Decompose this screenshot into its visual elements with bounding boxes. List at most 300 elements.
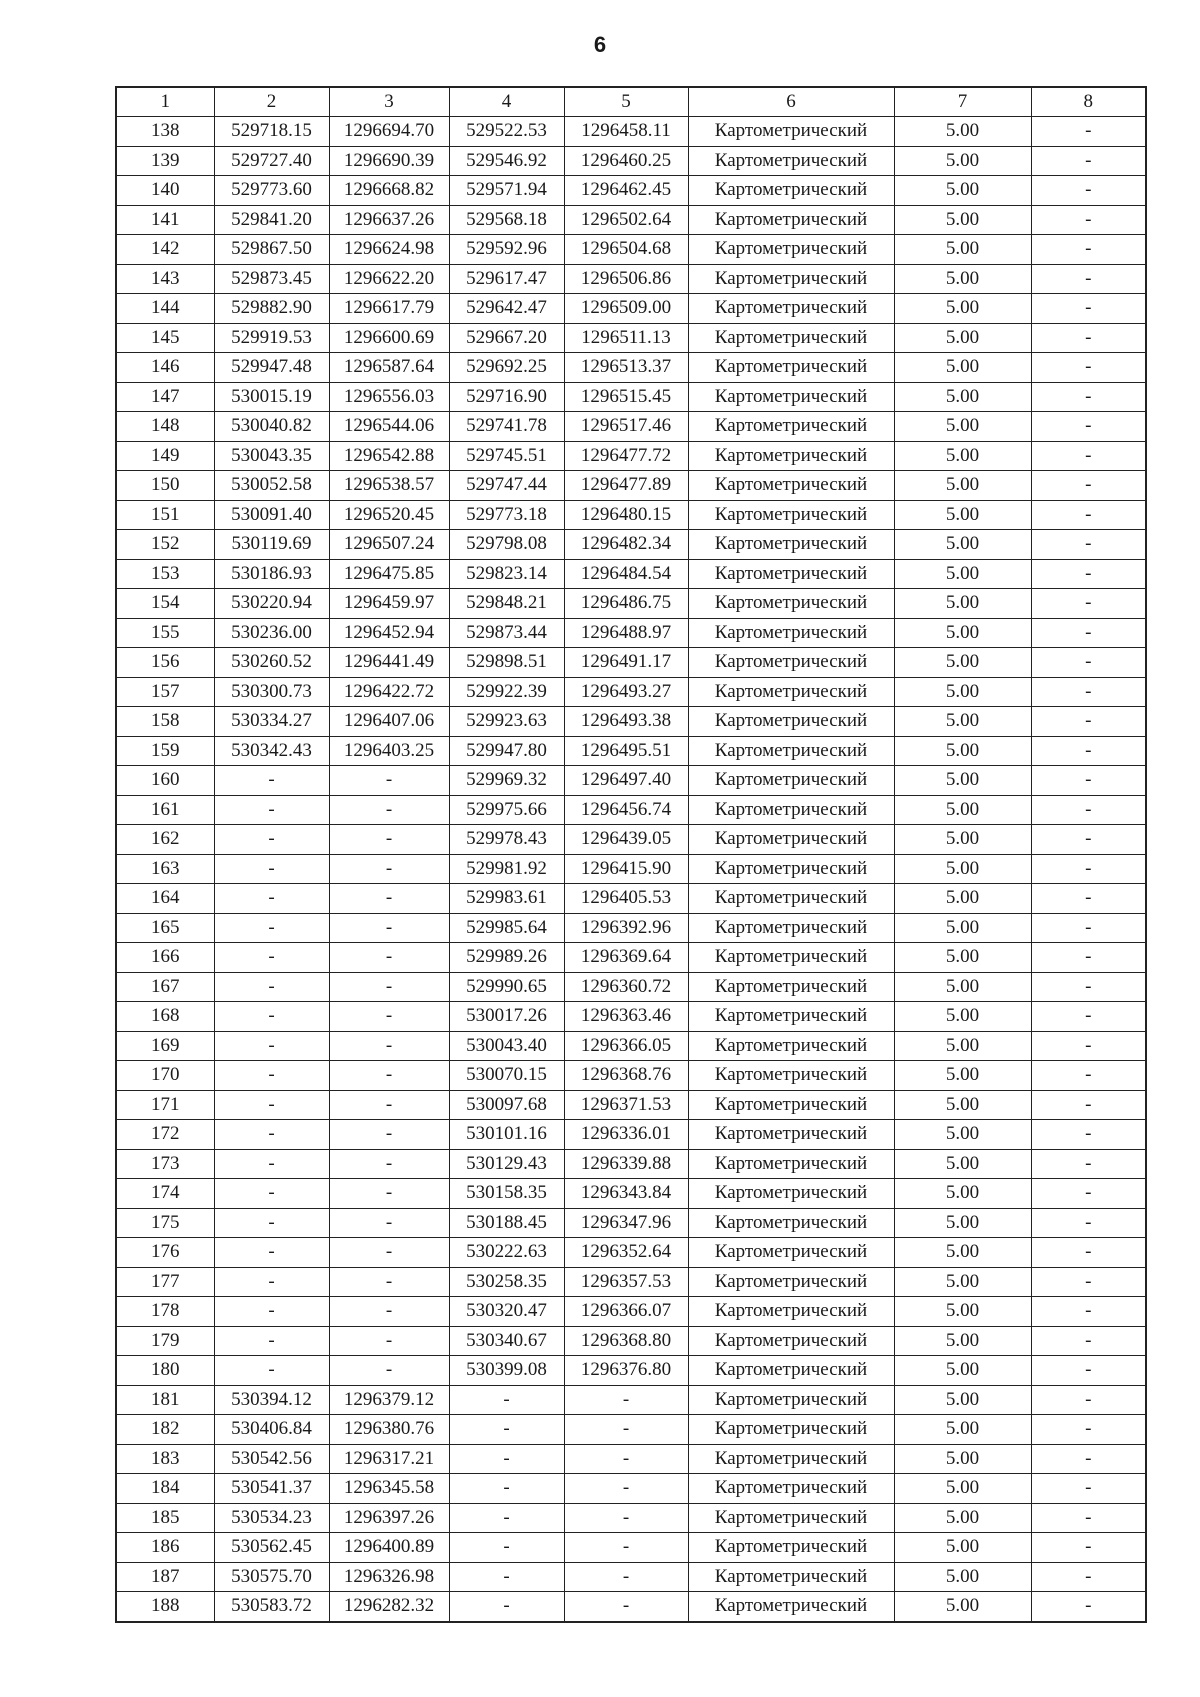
table-cell: - xyxy=(1031,146,1146,176)
table-cell: - xyxy=(1031,736,1146,766)
table-cell: - xyxy=(449,1562,564,1592)
table-cell: 147 xyxy=(116,382,214,412)
table-cell: 1296366.05 xyxy=(564,1031,688,1061)
table-cell: Картометрический xyxy=(688,1090,894,1120)
table-cell: Картометрический xyxy=(688,795,894,825)
header-cell: 5 xyxy=(564,87,688,117)
table-cell: 164 xyxy=(116,884,214,914)
table-cell: - xyxy=(214,1179,329,1209)
table-cell: 1296477.72 xyxy=(564,441,688,471)
table-cell: 5.00 xyxy=(894,382,1031,412)
table-cell: 529969.32 xyxy=(449,766,564,796)
table-cell: 1296556.03 xyxy=(329,382,449,412)
table-cell: - xyxy=(564,1415,688,1445)
table-cell: 529983.61 xyxy=(449,884,564,914)
table-cell: 1296403.25 xyxy=(329,736,449,766)
table-cell: 162 xyxy=(116,825,214,855)
table-cell: 529947.48 xyxy=(214,353,329,383)
table-cell: - xyxy=(1031,471,1146,501)
table-cell: 530562.45 xyxy=(214,1533,329,1563)
table-cell: 5.00 xyxy=(894,1149,1031,1179)
table-cell: - xyxy=(214,1238,329,1268)
table-cell: 1296352.64 xyxy=(564,1238,688,1268)
table-cell: Картометрический xyxy=(688,559,894,589)
table-cell: 1296380.76 xyxy=(329,1415,449,1445)
table-cell: 5.00 xyxy=(894,353,1031,383)
table-cell: 187 xyxy=(116,1562,214,1592)
table-cell: Картометрический xyxy=(688,589,894,619)
table-cell: - xyxy=(1031,884,1146,914)
table-cell: 5.00 xyxy=(894,1031,1031,1061)
table-cell: 529919.53 xyxy=(214,323,329,353)
table-cell: 5.00 xyxy=(894,117,1031,147)
table-row xyxy=(116,264,1146,294)
table-cell: 1296488.97 xyxy=(564,618,688,648)
table-cell: - xyxy=(329,1090,449,1120)
table-cell: 529642.47 xyxy=(449,294,564,324)
table-cell: 530040.82 xyxy=(214,412,329,442)
table-cell: 5.00 xyxy=(894,323,1031,353)
table-cell: Картометрический xyxy=(688,235,894,265)
table-cell: - xyxy=(449,1533,564,1563)
table-cell: 1296690.39 xyxy=(329,146,449,176)
table-cell: 529773.60 xyxy=(214,176,329,206)
table-cell: 1296622.20 xyxy=(329,264,449,294)
table-cell: Картометрический xyxy=(688,1385,894,1415)
table-cell: 5.00 xyxy=(894,1297,1031,1327)
table-cell: 529747.44 xyxy=(449,471,564,501)
table-cell: 529898.51 xyxy=(449,648,564,678)
table-cell: 530119.69 xyxy=(214,530,329,560)
table-cell: 529978.43 xyxy=(449,825,564,855)
table-cell: 1296515.45 xyxy=(564,382,688,412)
table-row xyxy=(116,412,1146,442)
table-cell: - xyxy=(329,766,449,796)
table-cell: 145 xyxy=(116,323,214,353)
table-cell: 1296405.53 xyxy=(564,884,688,914)
table-cell: 530334.27 xyxy=(214,707,329,737)
table-cell: 1296587.64 xyxy=(329,353,449,383)
table-cell: 138 xyxy=(116,117,214,147)
table-cell: Картометрический xyxy=(688,1267,894,1297)
table-cell: 529745.51 xyxy=(449,441,564,471)
table-cell: 530097.68 xyxy=(449,1090,564,1120)
table-row xyxy=(116,707,1146,737)
table-row xyxy=(116,117,1146,147)
table-cell: 1296495.51 xyxy=(564,736,688,766)
table-row xyxy=(116,1385,1146,1415)
table-cell: 1296336.01 xyxy=(564,1120,688,1150)
table-cell: 185 xyxy=(116,1503,214,1533)
table-cell: - xyxy=(1031,677,1146,707)
table-cell: - xyxy=(1031,1149,1146,1179)
table-row xyxy=(116,1562,1146,1592)
table-cell: 530541.37 xyxy=(214,1474,329,1504)
table-cell: - xyxy=(214,884,329,914)
table-cell: Картометрический xyxy=(688,677,894,707)
table-cell: - xyxy=(1031,1179,1146,1209)
table-cell: - xyxy=(329,1061,449,1091)
table-cell: - xyxy=(1031,1267,1146,1297)
table-cell: 1296407.06 xyxy=(329,707,449,737)
table-cell: Картометрический xyxy=(688,264,894,294)
table-cell: 529617.47 xyxy=(449,264,564,294)
table-cell: 1296415.90 xyxy=(564,854,688,884)
table-cell: - xyxy=(329,795,449,825)
table-cell: 529568.18 xyxy=(449,205,564,235)
table-row xyxy=(116,648,1146,678)
table-cell: - xyxy=(1031,1238,1146,1268)
table-cell: 530258.35 xyxy=(449,1267,564,1297)
table-cell: 1296480.15 xyxy=(564,500,688,530)
table-row xyxy=(116,825,1146,855)
table-cell: - xyxy=(214,1149,329,1179)
table-cell: Картометрический xyxy=(688,1533,894,1563)
table-cell: 5.00 xyxy=(894,972,1031,1002)
table-cell: 529546.92 xyxy=(449,146,564,176)
table-cell: Картометрический xyxy=(688,1149,894,1179)
table-cell: 530052.58 xyxy=(214,471,329,501)
table-cell: Картометрический xyxy=(688,825,894,855)
table-row xyxy=(116,323,1146,353)
table-cell: 1296345.58 xyxy=(329,1474,449,1504)
table-cell: 530101.16 xyxy=(449,1120,564,1150)
table-cell: - xyxy=(1031,382,1146,412)
table-cell: 529823.14 xyxy=(449,559,564,589)
table-row xyxy=(116,1002,1146,1032)
table-cell: 140 xyxy=(116,176,214,206)
table-row xyxy=(116,1238,1146,1268)
table-cell: 529975.66 xyxy=(449,795,564,825)
table-cell: 1296517.46 xyxy=(564,412,688,442)
table-cell: 154 xyxy=(116,589,214,619)
table-row xyxy=(116,1474,1146,1504)
table-cell: 182 xyxy=(116,1415,214,1445)
table-cell: Картометрический xyxy=(688,382,894,412)
table-cell: 141 xyxy=(116,205,214,235)
table-cell: - xyxy=(329,1149,449,1179)
table-cell: - xyxy=(1031,1444,1146,1474)
table-cell: 1296520.45 xyxy=(329,500,449,530)
table-cell: 1296504.68 xyxy=(564,235,688,265)
table-cell: 530399.08 xyxy=(449,1356,564,1386)
table-cell: - xyxy=(214,1090,329,1120)
table-cell: - xyxy=(214,1208,329,1238)
table-cell: 1296617.79 xyxy=(329,294,449,324)
table-cell: 179 xyxy=(116,1326,214,1356)
table-cell: 175 xyxy=(116,1208,214,1238)
table-cell: - xyxy=(214,972,329,1002)
table-cell: - xyxy=(1031,1031,1146,1061)
table-cell: Картометрический xyxy=(688,205,894,235)
table-cell: 5.00 xyxy=(894,1356,1031,1386)
table-cell: - xyxy=(214,854,329,884)
table-cell: Картометрический xyxy=(688,648,894,678)
table-cell: - xyxy=(1031,1592,1146,1622)
table-cell: 530320.47 xyxy=(449,1297,564,1327)
table-cell: - xyxy=(329,1002,449,1032)
table-cell: - xyxy=(1031,1326,1146,1356)
table-cell: 163 xyxy=(116,854,214,884)
table-cell: - xyxy=(1031,1208,1146,1238)
table-cell: - xyxy=(1031,441,1146,471)
table-cell: 1296484.54 xyxy=(564,559,688,589)
table-cell: Картометрический xyxy=(688,1415,894,1445)
table-row xyxy=(116,1326,1146,1356)
table-cell: - xyxy=(564,1503,688,1533)
table-cell: - xyxy=(1031,1061,1146,1091)
table-row xyxy=(116,441,1146,471)
table-cell: 530575.70 xyxy=(214,1562,329,1592)
table-cell: 530342.43 xyxy=(214,736,329,766)
header-cell: 2 xyxy=(214,87,329,117)
table-cell: 5.00 xyxy=(894,1444,1031,1474)
table-cell: 529773.18 xyxy=(449,500,564,530)
table-cell: 151 xyxy=(116,500,214,530)
table-row xyxy=(116,913,1146,943)
table-cell: Картометрический xyxy=(688,1238,894,1268)
table-cell: 148 xyxy=(116,412,214,442)
table-cell: Картометрический xyxy=(688,1297,894,1327)
table-cell: 5.00 xyxy=(894,146,1031,176)
table-cell: - xyxy=(1031,589,1146,619)
table-cell: - xyxy=(1031,1533,1146,1563)
table-cell: 183 xyxy=(116,1444,214,1474)
table-cell: - xyxy=(214,1031,329,1061)
table-cell: 5.00 xyxy=(894,825,1031,855)
table-row xyxy=(116,1149,1146,1179)
table-cell: 529947.80 xyxy=(449,736,564,766)
table-cell: - xyxy=(1031,1562,1146,1592)
table-cell: 156 xyxy=(116,648,214,678)
table-cell: - xyxy=(214,766,329,796)
table-cell: 1296497.40 xyxy=(564,766,688,796)
table-cell: Картометрический xyxy=(688,176,894,206)
table-cell: Картометрический xyxy=(688,618,894,648)
table-cell: 529985.64 xyxy=(449,913,564,943)
table-row xyxy=(116,1356,1146,1386)
table-cell: 5.00 xyxy=(894,1592,1031,1622)
table-cell: - xyxy=(329,1031,449,1061)
table-cell: Картометрический xyxy=(688,1592,894,1622)
table-cell: 139 xyxy=(116,146,214,176)
table-row xyxy=(116,795,1146,825)
table-cell: - xyxy=(329,1179,449,1209)
table-cell: Картометрический xyxy=(688,913,894,943)
table-cell: 529667.20 xyxy=(449,323,564,353)
table-cell: 1296282.32 xyxy=(329,1592,449,1622)
table-cell: 530340.67 xyxy=(449,1326,564,1356)
table-row xyxy=(116,677,1146,707)
table-cell: Картометрический xyxy=(688,117,894,147)
table-cell: Картометрический xyxy=(688,884,894,914)
table-cell: 1296459.97 xyxy=(329,589,449,619)
table-cell: 529989.26 xyxy=(449,943,564,973)
table-cell: 530534.23 xyxy=(214,1503,329,1533)
table-cell: 152 xyxy=(116,530,214,560)
table-cell: 1296486.75 xyxy=(564,589,688,619)
table-row xyxy=(116,353,1146,383)
table-cell: Картометрический xyxy=(688,1002,894,1032)
table-cell: 1296493.27 xyxy=(564,677,688,707)
table-cell: 529923.63 xyxy=(449,707,564,737)
table-cell: 142 xyxy=(116,235,214,265)
table-cell: 158 xyxy=(116,707,214,737)
table-cell: 5.00 xyxy=(894,294,1031,324)
table-row xyxy=(116,294,1146,324)
table-cell: - xyxy=(329,884,449,914)
table-cell: - xyxy=(214,1120,329,1150)
table-cell: 1296366.07 xyxy=(564,1297,688,1327)
table-cell: - xyxy=(1031,205,1146,235)
table-cell: - xyxy=(564,1474,688,1504)
table-cell: 161 xyxy=(116,795,214,825)
table-cell: - xyxy=(1031,559,1146,589)
table-cell: Картометрический xyxy=(688,294,894,324)
table-cell: 529592.96 xyxy=(449,235,564,265)
table-cell: 5.00 xyxy=(894,1238,1031,1268)
table-cell: 530043.40 xyxy=(449,1031,564,1061)
table-cell: 1296624.98 xyxy=(329,235,449,265)
table-cell: - xyxy=(449,1474,564,1504)
table-cell: - xyxy=(1031,530,1146,560)
table-cell: - xyxy=(449,1444,564,1474)
table-row xyxy=(116,205,1146,235)
table-cell: 5.00 xyxy=(894,412,1031,442)
table-row xyxy=(116,500,1146,530)
table-cell: 1296477.89 xyxy=(564,471,688,501)
table-cell: 5.00 xyxy=(894,618,1031,648)
table-cell: 530186.93 xyxy=(214,559,329,589)
table-row xyxy=(116,146,1146,176)
table-cell: 143 xyxy=(116,264,214,294)
table-cell: - xyxy=(449,1385,564,1415)
table-cell: 5.00 xyxy=(894,471,1031,501)
table-cell: - xyxy=(1031,1356,1146,1386)
table-cell: 166 xyxy=(116,943,214,973)
table-cell: 169 xyxy=(116,1031,214,1061)
table-cell: - xyxy=(329,825,449,855)
table-cell: Картометрический xyxy=(688,471,894,501)
table-cell: - xyxy=(1031,1385,1146,1415)
table-cell: 1296456.74 xyxy=(564,795,688,825)
table-cell: 1296441.49 xyxy=(329,648,449,678)
table-cell: 529873.44 xyxy=(449,618,564,648)
table-cell: 150 xyxy=(116,471,214,501)
table-cell: 1296507.24 xyxy=(329,530,449,560)
table-cell: 5.00 xyxy=(894,264,1031,294)
table-cell: 530300.73 xyxy=(214,677,329,707)
table-cell: - xyxy=(214,1326,329,1356)
table-cell: 530188.45 xyxy=(449,1208,564,1238)
table-cell: 1296439.05 xyxy=(564,825,688,855)
table-cell: 530017.26 xyxy=(449,1002,564,1032)
table-cell: - xyxy=(1031,1090,1146,1120)
table-cell: Картометрический xyxy=(688,1179,894,1209)
table-cell: 172 xyxy=(116,1120,214,1150)
table-cell: - xyxy=(214,795,329,825)
table-cell: 5.00 xyxy=(894,1474,1031,1504)
table-cell: 167 xyxy=(116,972,214,1002)
table-cell: - xyxy=(329,1297,449,1327)
table-cell: 5.00 xyxy=(894,441,1031,471)
table-cell: 530222.63 xyxy=(449,1238,564,1268)
table-cell: - xyxy=(329,943,449,973)
table-cell: 1296347.96 xyxy=(564,1208,688,1238)
table-cell: 1296360.72 xyxy=(564,972,688,1002)
table-cell: 530070.15 xyxy=(449,1061,564,1091)
table-row xyxy=(116,235,1146,265)
table-cell: - xyxy=(1031,264,1146,294)
table-cell: - xyxy=(329,1356,449,1386)
table-cell: Картометрический xyxy=(688,854,894,884)
table-cell: 1296400.89 xyxy=(329,1533,449,1563)
table-cell: 1296511.13 xyxy=(564,323,688,353)
table-cell: 181 xyxy=(116,1385,214,1415)
table-cell: 1296502.64 xyxy=(564,205,688,235)
table-cell: 1296368.76 xyxy=(564,1061,688,1091)
table-row xyxy=(116,471,1146,501)
table-cell: Картометрический xyxy=(688,146,894,176)
table-row xyxy=(116,1031,1146,1061)
table-cell: - xyxy=(329,1267,449,1297)
table-cell: 5.00 xyxy=(894,1002,1031,1032)
table-cell: Картометрический xyxy=(688,500,894,530)
table-cell: - xyxy=(449,1592,564,1622)
table-cell: Картометрический xyxy=(688,1120,894,1150)
table-cell: 5.00 xyxy=(894,1326,1031,1356)
table-cell: 5.00 xyxy=(894,1090,1031,1120)
table-cell: 1296544.06 xyxy=(329,412,449,442)
table-cell: - xyxy=(1031,795,1146,825)
table-cell: 5.00 xyxy=(894,530,1031,560)
table-cell: Картометрический xyxy=(688,1503,894,1533)
table-row xyxy=(116,1061,1146,1091)
table-cell: - xyxy=(1031,618,1146,648)
table-cell: - xyxy=(329,1326,449,1356)
table-cell: 5.00 xyxy=(894,1120,1031,1150)
table-cell: - xyxy=(1031,1002,1146,1032)
table-cell: 5.00 xyxy=(894,913,1031,943)
table-row xyxy=(116,854,1146,884)
table-cell: - xyxy=(1031,1474,1146,1504)
table-cell: 5.00 xyxy=(894,500,1031,530)
table-cell: 155 xyxy=(116,618,214,648)
table-row xyxy=(116,943,1146,973)
table-cell: 1296460.25 xyxy=(564,146,688,176)
table-row xyxy=(116,1503,1146,1533)
table-cell: - xyxy=(1031,707,1146,737)
table-cell: - xyxy=(1031,648,1146,678)
table-cell: - xyxy=(329,913,449,943)
table-cell: 1296600.69 xyxy=(329,323,449,353)
table-cell: 157 xyxy=(116,677,214,707)
table-row xyxy=(116,559,1146,589)
page-number: 6 xyxy=(593,32,607,57)
table-cell: 170 xyxy=(116,1061,214,1091)
table-cell: 1296363.46 xyxy=(564,1002,688,1032)
table-row xyxy=(116,1208,1146,1238)
table-cell: 5.00 xyxy=(894,205,1031,235)
table-row xyxy=(116,382,1146,412)
table-cell: Картометрический xyxy=(688,1326,894,1356)
table-row xyxy=(116,1120,1146,1150)
table-cell: 1296506.86 xyxy=(564,264,688,294)
table-row xyxy=(116,1444,1146,1474)
table-cell: - xyxy=(1031,854,1146,884)
table-cell: 529867.50 xyxy=(214,235,329,265)
table-cell: 530129.43 xyxy=(449,1149,564,1179)
